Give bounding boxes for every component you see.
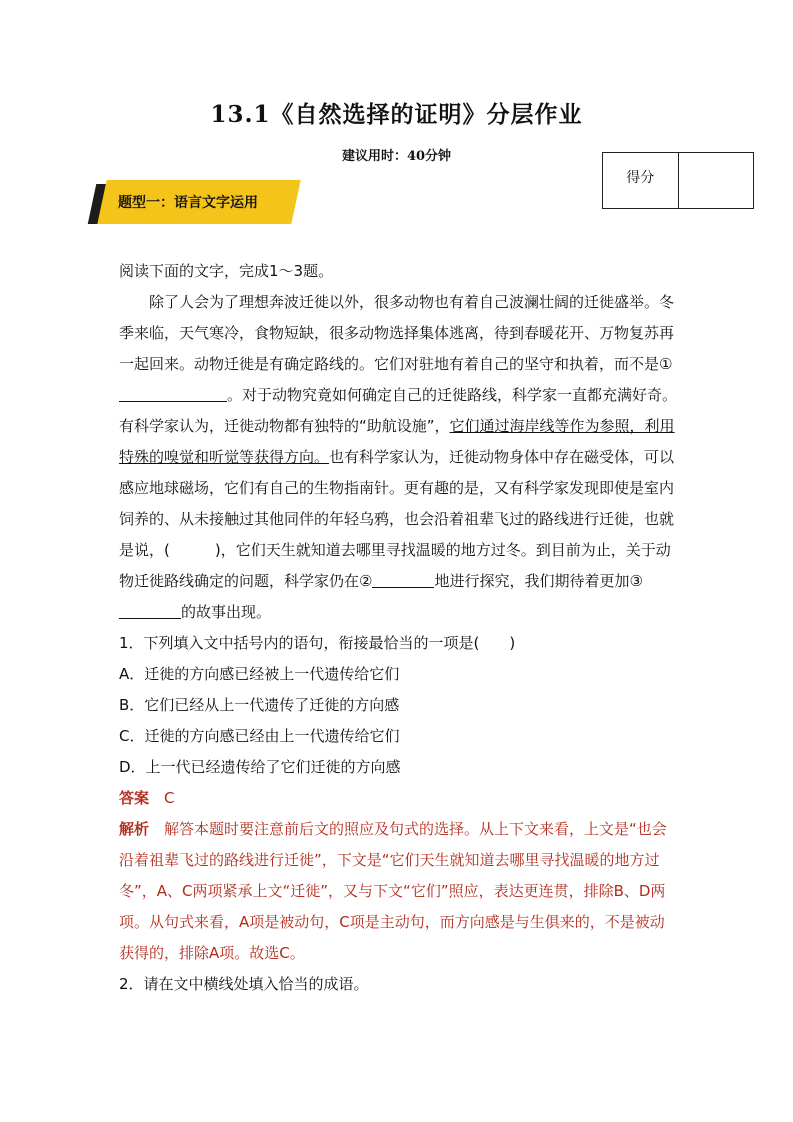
option-b: B．它们已经从上一代遗传了迁徙的方向感: [119, 696, 400, 714]
passage-text-2: 。对于动物究竟如何确定自己的迁徙路线，科学家一直都充满好奇。有科学家认为，迁徙动物都有独特的“助航设施”，: [119, 386, 678, 435]
option-c: C．迁徙的方向感已经由上一代遗传给它们: [119, 727, 400, 745]
answer-line: [119, 783, 679, 814]
passage-text-1: 除了人会为了理想奔波迁徙以外，很多动物也有着自己波澜壮阔的迁徙盛举。冬季来临，天气寒冷，食物短缺，很多动物选择集体逃离，待到春暖花开、万物复苏再一起回来。动物迁徙是有确定路线的。它们对驻地有着自己的坚守和执着，而不是①: [119, 293, 675, 373]
section-badge: [88, 180, 298, 230]
passage-text-3: 也有科学家认为，迁徙动物身体中存在磁受体，可以感应地球磁场，它们有自己的生物指南针。更有趣的是，又有科学家发现即使是室内饲养的、从未接触过其他同伴的年轻乌鸦，也会沿着祖辈飞过的路线进行迁徙，也就是说，( )，它们天生就知道去哪里寻找温暖的地方过冬。到目前为止，关于动物迁徙路线确定的问题，科学家仍在②: [119, 448, 675, 590]
document-body: [119, 256, 679, 1000]
question-1-stem: 1．下列填入文中括号内的语句，衔接最恰当的一项是( ): [119, 634, 516, 652]
answer-value: C: [164, 789, 175, 807]
passage-intro: 阅读下面的文字，完成1～3题。: [119, 262, 334, 280]
analysis-text: 解答本题时要注意前后文的照应及句式的选择。从上下文来看，上文是“也会沿着祖辈飞过的路线进行迁徙”，下文是“它们天生就知道去哪里寻找温暖的地方过冬”，A、C两项紧承上文“迁徙”，又与下文“它们”照应，表达更连贯，排除B、D两项。从句式来看，A项是被动句，C项是主动句，而方向感是与生俱来的，不是被动获得的，排除A项。故选C。: [119, 820, 667, 962]
analysis-tag: 解析: [119, 820, 150, 838]
score-box: [602, 152, 754, 209]
passage-text-4: 地进行探究，我们期待着更加③: [434, 572, 643, 590]
blank-1: [119, 386, 227, 402]
answer-tag: 答案: [119, 789, 150, 807]
analysis-paragraph: [119, 814, 679, 969]
underlined-sentence: 它们通过海岸线等作为参照，利用特殊的嗅觉和听觉等获得方向。: [119, 417, 675, 466]
suggested-time: 建议用时：40分钟: [341, 149, 452, 164]
option-d: D．上一代已经遗传给了它们迁徙的方向感: [119, 758, 401, 776]
score-label: 得分: [626, 170, 655, 186]
option-a: A．迁徙的方向感已经被上一代遗传给它们: [119, 665, 400, 683]
passage-paragraph: [119, 287, 679, 628]
page-title: 13.1《自然选择的证明》分层作业: [210, 101, 583, 128]
passage-text-5: 的故事出现。: [181, 603, 272, 621]
score-value-field[interactable]: [678, 153, 754, 208]
blank-3: [119, 603, 181, 619]
blank-2: [372, 572, 434, 588]
section-badge-label: 题型一：语言文字运用: [118, 195, 258, 211]
question-2-stem: 2．请在文中横线处填入恰当的成语。: [119, 975, 369, 993]
